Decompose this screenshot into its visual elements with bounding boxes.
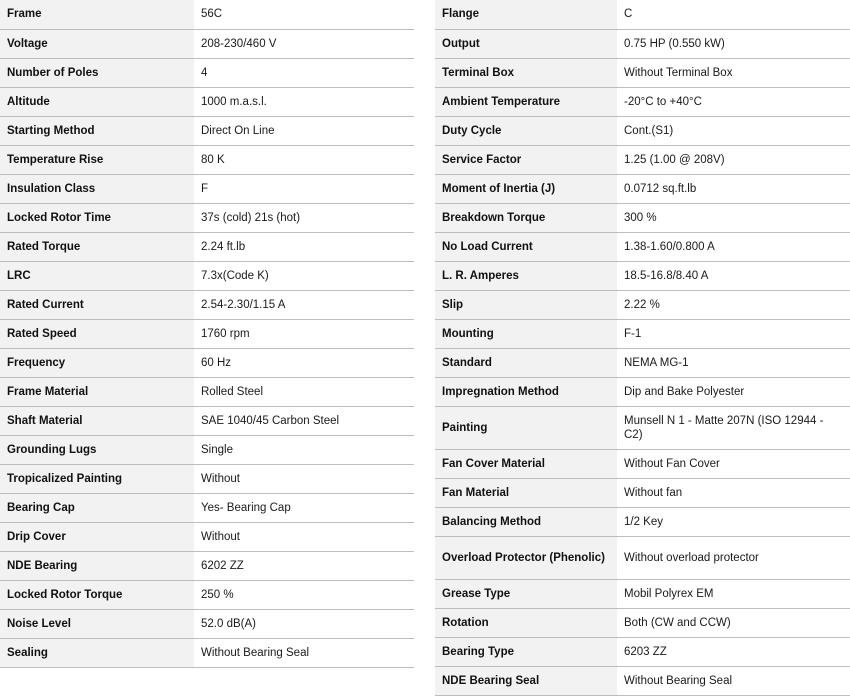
spec-row	[435, 29, 850, 58]
spec-row	[435, 536, 850, 579]
spec-value: 6203 ZZ	[617, 637, 850, 666]
spec-label: Shaft Material	[0, 406, 194, 435]
spec-value: 0.0712 sq.ft.lb	[617, 174, 850, 203]
spec-row	[435, 377, 850, 406]
spec-label: Frequency	[0, 348, 194, 377]
spec-row	[0, 232, 414, 261]
spec-value: Without Bearing Seal	[194, 638, 414, 667]
spec-value: Without Bearing Seal	[617, 666, 850, 695]
spec-row	[0, 58, 414, 87]
spec-label: Duty Cycle	[435, 116, 617, 145]
spec-label: Noise Level	[0, 609, 194, 638]
spec-row	[435, 87, 850, 116]
spec-label: Balancing Method	[435, 507, 617, 536]
spec-value: Cont.(S1)	[617, 116, 850, 145]
spec-value: 37s (cold) 21s (hot)	[194, 203, 414, 232]
right-spec-table	[435, 0, 850, 696]
spec-value: 2.24 ft.lb	[194, 232, 414, 261]
spec-row	[0, 638, 414, 667]
spec-row	[0, 435, 414, 464]
spec-value: 1000 m.a.s.l.	[194, 87, 414, 116]
spec-label: Bearing Type	[435, 637, 617, 666]
spec-value: Without	[194, 464, 414, 493]
spec-value: 300 %	[617, 203, 850, 232]
spec-row	[435, 203, 850, 232]
spec-row	[435, 319, 850, 348]
spec-row	[435, 261, 850, 290]
spec-label: Slip	[435, 290, 617, 319]
spec-row	[0, 493, 414, 522]
spec-row	[0, 377, 414, 406]
spec-label: Locked Rotor Time	[0, 203, 194, 232]
spec-label: No Load Current	[435, 232, 617, 261]
spec-row	[435, 145, 850, 174]
spec-label: Drip Cover	[0, 522, 194, 551]
spec-label: Starting Method	[0, 116, 194, 145]
spec-label: Standard	[435, 348, 617, 377]
spec-value: Dip and Bake Polyester	[617, 377, 850, 406]
spec-value: 4	[194, 58, 414, 87]
spec-value: Both (CW and CCW)	[617, 608, 850, 637]
spec-row	[435, 174, 850, 203]
spec-row	[0, 319, 414, 348]
spec-row	[435, 116, 850, 145]
spec-row	[435, 232, 850, 261]
spec-row	[435, 449, 850, 478]
spec-row	[0, 116, 414, 145]
spec-row	[0, 261, 414, 290]
spec-label: Rated Torque	[0, 232, 194, 261]
spec-label: Terminal Box	[435, 58, 617, 87]
spec-label: Moment of Inertia (J)	[435, 174, 617, 203]
spec-label: Grounding Lugs	[0, 435, 194, 464]
spec-value: Direct On Line	[194, 116, 414, 145]
spec-value: 6202 ZZ	[194, 551, 414, 580]
spec-value: 1760 rpm	[194, 319, 414, 348]
spec-label: Rated Speed	[0, 319, 194, 348]
spec-row	[435, 666, 850, 695]
spec-label: Ambient Temperature	[435, 87, 617, 116]
spec-row	[435, 579, 850, 608]
spec-label: Frame	[0, 0, 194, 29]
spec-value: Without overload protector	[617, 536, 850, 579]
spec-row	[0, 522, 414, 551]
spec-value: SAE 1040/45 Carbon Steel	[194, 406, 414, 435]
spec-label: Rotation	[435, 608, 617, 637]
spec-value: 7.3x(Code K)	[194, 261, 414, 290]
spec-label: Service Factor	[435, 145, 617, 174]
spec-value: Munsell N 1 - Matte 207N (ISO 12944 - C2)	[617, 406, 850, 449]
spec-row	[435, 58, 850, 87]
spec-row	[0, 203, 414, 232]
spec-value: 2.54-2.30/1.15 A	[194, 290, 414, 319]
spec-label: Number of Poles	[0, 58, 194, 87]
spec-label: Fan Cover Material	[435, 449, 617, 478]
spec-label: Impregnation Method	[435, 377, 617, 406]
spec-value: 1.25 (1.00 @ 208V)	[617, 145, 850, 174]
spec-value: 1/2 Key	[617, 507, 850, 536]
spec-label: Tropicalized Painting	[0, 464, 194, 493]
spec-value: Mobil Polyrex EM	[617, 579, 850, 608]
spec-value: NEMA MG-1	[617, 348, 850, 377]
spec-value: Rolled Steel	[194, 377, 414, 406]
spec-row	[435, 637, 850, 666]
spec-row	[0, 348, 414, 377]
spec-label: Grease Type	[435, 579, 617, 608]
spec-label: Flange	[435, 0, 617, 29]
spec-label: Insulation Class	[0, 174, 194, 203]
spec-label: Painting	[435, 406, 617, 449]
spec-label: Overload Protector (Phenolic)	[435, 536, 617, 579]
spec-row	[435, 290, 850, 319]
spec-row	[0, 580, 414, 609]
spec-label: Fan Material	[435, 478, 617, 507]
spec-row	[435, 0, 850, 29]
spec-value: Yes- Bearing Cap	[194, 493, 414, 522]
spec-value: 60 Hz	[194, 348, 414, 377]
spec-row	[0, 87, 414, 116]
spec-value: 2.22 %	[617, 290, 850, 319]
spec-label: Temperature Rise	[0, 145, 194, 174]
spec-value: Single	[194, 435, 414, 464]
spec-label: NDE Bearing Seal	[435, 666, 617, 695]
spec-row	[0, 0, 414, 29]
spec-row	[0, 174, 414, 203]
spec-label: Mounting	[435, 319, 617, 348]
spec-value: Without Terminal Box	[617, 58, 850, 87]
spec-value: F-1	[617, 319, 850, 348]
spec-label: Altitude	[0, 87, 194, 116]
spec-label: Locked Rotor Torque	[0, 580, 194, 609]
spec-value: 56C	[194, 0, 414, 29]
spec-value: 80 K	[194, 145, 414, 174]
spec-label: LRC	[0, 261, 194, 290]
spec-row	[0, 29, 414, 58]
spec-label: Breakdown Torque	[435, 203, 617, 232]
spec-row	[435, 406, 850, 449]
spec-value: Without fan	[617, 478, 850, 507]
spec-row	[0, 464, 414, 493]
spec-row	[0, 290, 414, 319]
spec-label: Rated Current	[0, 290, 194, 319]
spec-value: Without	[194, 522, 414, 551]
spec-row	[435, 608, 850, 637]
spec-value: Without Fan Cover	[617, 449, 850, 478]
spec-value: 52.0 dB(A)	[194, 609, 414, 638]
spec-label: Voltage	[0, 29, 194, 58]
spec-label: L. R. Amperes	[435, 261, 617, 290]
spec-label: Output	[435, 29, 617, 58]
left-spec-table	[0, 0, 414, 668]
spec-label: Bearing Cap	[0, 493, 194, 522]
spec-value: 18.5-16.8/8.40 A	[617, 261, 850, 290]
spec-value: F	[194, 174, 414, 203]
spec-row	[435, 478, 850, 507]
spec-value: -20°C to +40°C	[617, 87, 850, 116]
spec-label: Sealing	[0, 638, 194, 667]
spec-value: 208-230/460 V	[194, 29, 414, 58]
spec-value: 1.38-1.60/0.800 A	[617, 232, 850, 261]
spec-value: 250 %	[194, 580, 414, 609]
spec-value: C	[617, 0, 850, 29]
spec-row	[0, 145, 414, 174]
spec-label: Frame Material	[0, 377, 194, 406]
spec-row	[435, 348, 850, 377]
spec-row	[0, 551, 414, 580]
spec-row	[435, 507, 850, 536]
spec-value: 0.75 HP (0.550 kW)	[617, 29, 850, 58]
spec-row	[0, 406, 414, 435]
spec-row	[0, 609, 414, 638]
spec-label: NDE Bearing	[0, 551, 194, 580]
